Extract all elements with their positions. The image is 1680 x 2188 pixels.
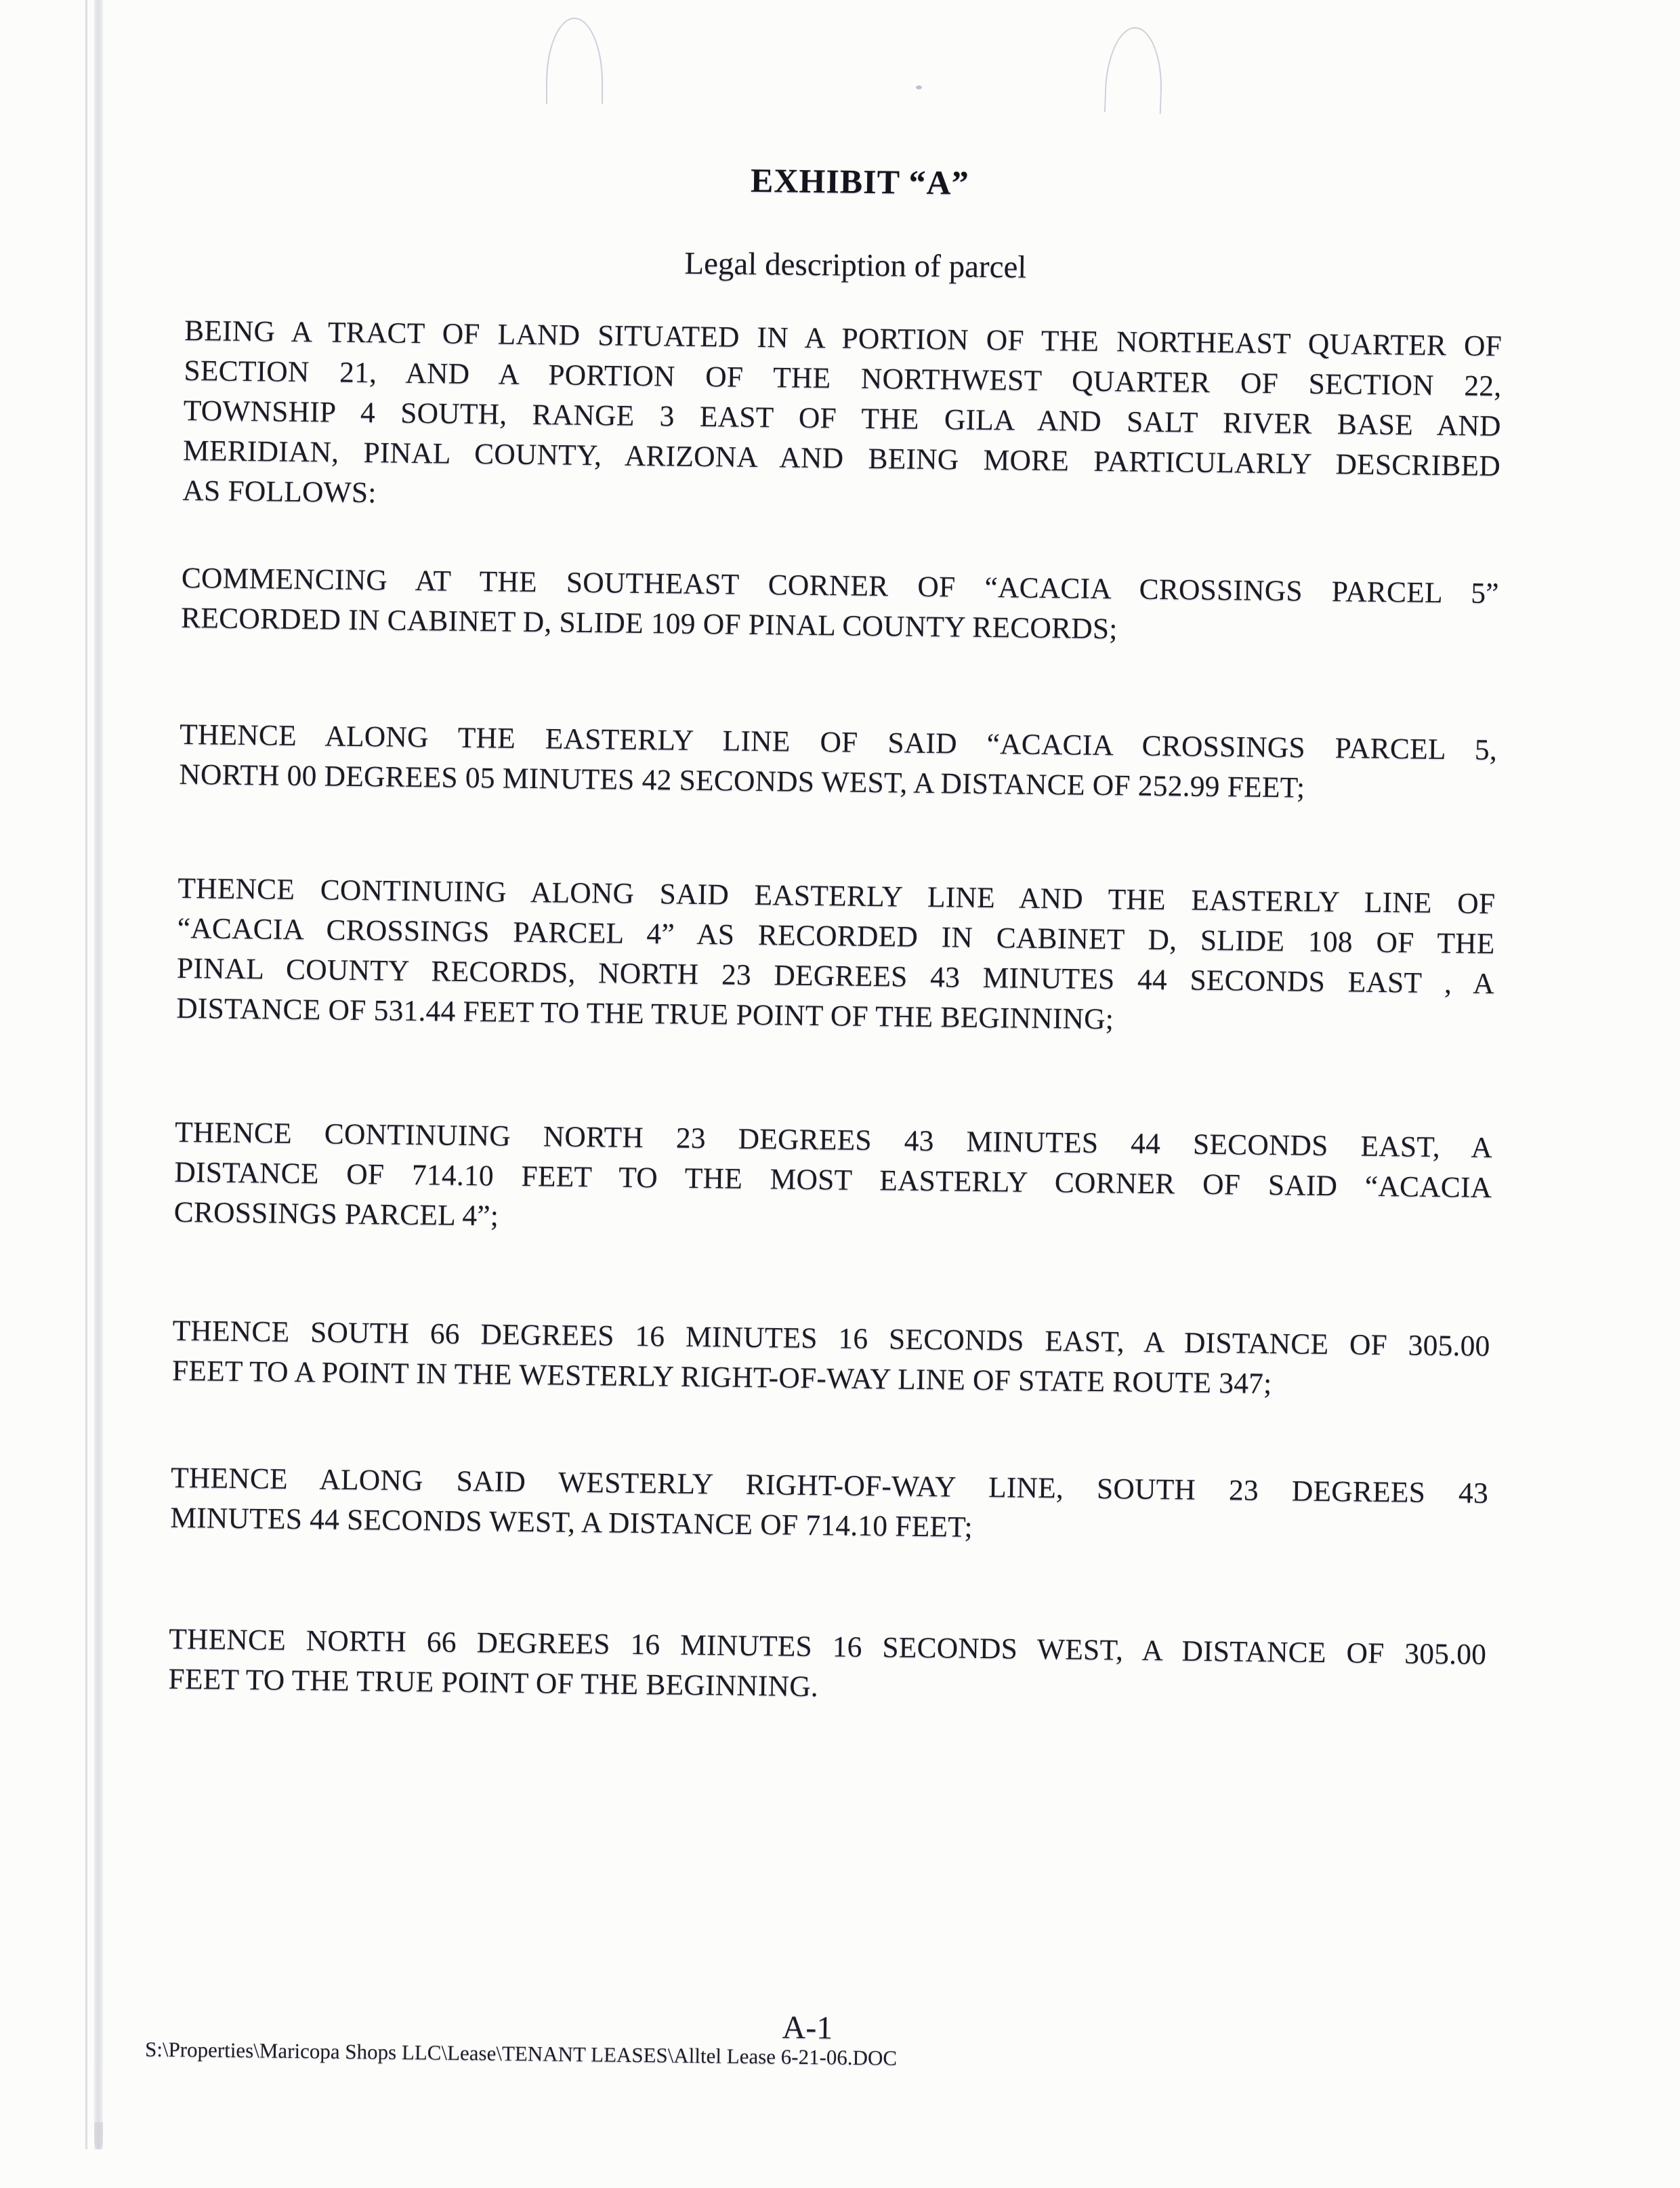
legal-paragraph-3 <box>179 715 1497 810</box>
text-line: DISTANCE OF 714.10 FEET TO THE MOST EASTERLY CORNER OF SAID “ACACIA <box>174 1155 1492 1204</box>
text-line: FEET TO A POINT IN THE WESTERLY RIGHT-OF-WAY LINE OF STATE ROUTE 347; <box>171 1354 1272 1401</box>
text-line: “ACACIA CROSSINGS PARCEL 4” AS RECORDED IN CABINET D, SLIDE 108 OF THE <box>177 911 1495 960</box>
page-number: A-1 <box>782 2009 833 2046</box>
legal-paragraph-5 <box>173 1113 1492 1248</box>
text-line: RECORDED IN CABINET D, SLIDE 109 OF PINAL COUNTY RECORDS; <box>180 601 1118 646</box>
scan-edge-line <box>85 0 87 2149</box>
text-line: DISTANCE OF 531.44 FEET TO THE TRUE POINT OF THE BEGINNING; <box>176 991 1114 1036</box>
text-line: COMMENCING AT THE SOUTHEAST CORNER OF “ACACIA CROSSINGS PARCEL 5” <box>181 561 1500 611</box>
text-line: MERIDIAN, PINAL COUNTY, ARIZONA AND BEING MORE PARTICULARLY DESCRIBED <box>182 434 1501 483</box>
exhibit-title: EXHIBIT “A” <box>750 161 970 202</box>
file-path-note: S:\Properties\Maricopa Shops LLC\Lease\TENANT LEASES\Alltel Lease 6-21-06.DOC <box>144 2037 898 2070</box>
document-subtitle: Legal description of parcel <box>684 245 1027 285</box>
legal-paragraph-4 <box>176 869 1496 1044</box>
legal-paragraph-6 <box>172 1311 1490 1407</box>
text-line: SECTION 21, AND A PORTION OF THE NORTHWEST QUARTER OF SECTION 22, <box>184 354 1502 403</box>
document-content <box>144 0 1506 2188</box>
text-line: PINAL COUNTY RECORDS, NORTH 23 DEGREES 43 MINUTES 44 SECONDS EAST , A <box>176 951 1495 1000</box>
text-line: THENCE CONTINUING NORTH 23 DEGREES 43 MINUTES 44 SECONDS EAST, A <box>174 1115 1493 1164</box>
legal-paragraph-1 <box>182 311 1502 527</box>
text-line: THENCE ALONG THE EASTERLY LINE OF SAID “ACACIA CROSSINGS PARCEL 5, <box>179 718 1498 767</box>
legal-paragraph-8 <box>168 1619 1486 1715</box>
legal-paragraph-7 <box>170 1458 1488 1554</box>
text-line: TOWNSHIP 4 SOUTH, RANGE 3 EAST OF THE GILA AND SALT RIVER BASE AND <box>183 394 1501 443</box>
text-line: MINUTES 44 SECONDS WEST, A DISTANCE OF 714.10 FEET; <box>170 1501 973 1544</box>
text-line: BEING A TRACT OF LAND SITUATED IN A PORTION OF THE NORTHEAST QUARTER OF <box>184 314 1503 363</box>
text-line: THENCE CONTINUING ALONG SAID EASTERLY LINE AND THE EASTERLY LINE OF <box>177 871 1496 920</box>
text-line: THENCE ALONG SAID WESTERLY RIGHT-OF-WAY LINE, SOUTH 23 DEGREES 43 <box>170 1461 1489 1510</box>
scan-edge-line-wide <box>94 0 103 2149</box>
legal-paragraph-2 <box>181 558 1499 654</box>
text-line: CROSSINGS PARCEL 4”; <box>173 1195 499 1233</box>
text-line: THENCE SOUTH 66 DEGREES 16 MINUTES 16 SECONDS EAST, A DISTANCE OF 305.00 <box>172 1314 1490 1363</box>
text-line: THENCE NORTH 66 DEGREES 16 MINUTES 16 SECONDS WEST, A DISTANCE OF 305.00 <box>169 1622 1487 1671</box>
text-line: NORTH 00 DEGREES 05 MINUTES 42 SECONDS WEST, A DISTANCE OF 252.99 FEET; <box>179 758 1305 804</box>
text-line: AS FOLLOWS: <box>182 474 377 510</box>
text-line: FEET TO THE TRUE POINT OF THE BEGINNING. <box>168 1662 819 1704</box>
